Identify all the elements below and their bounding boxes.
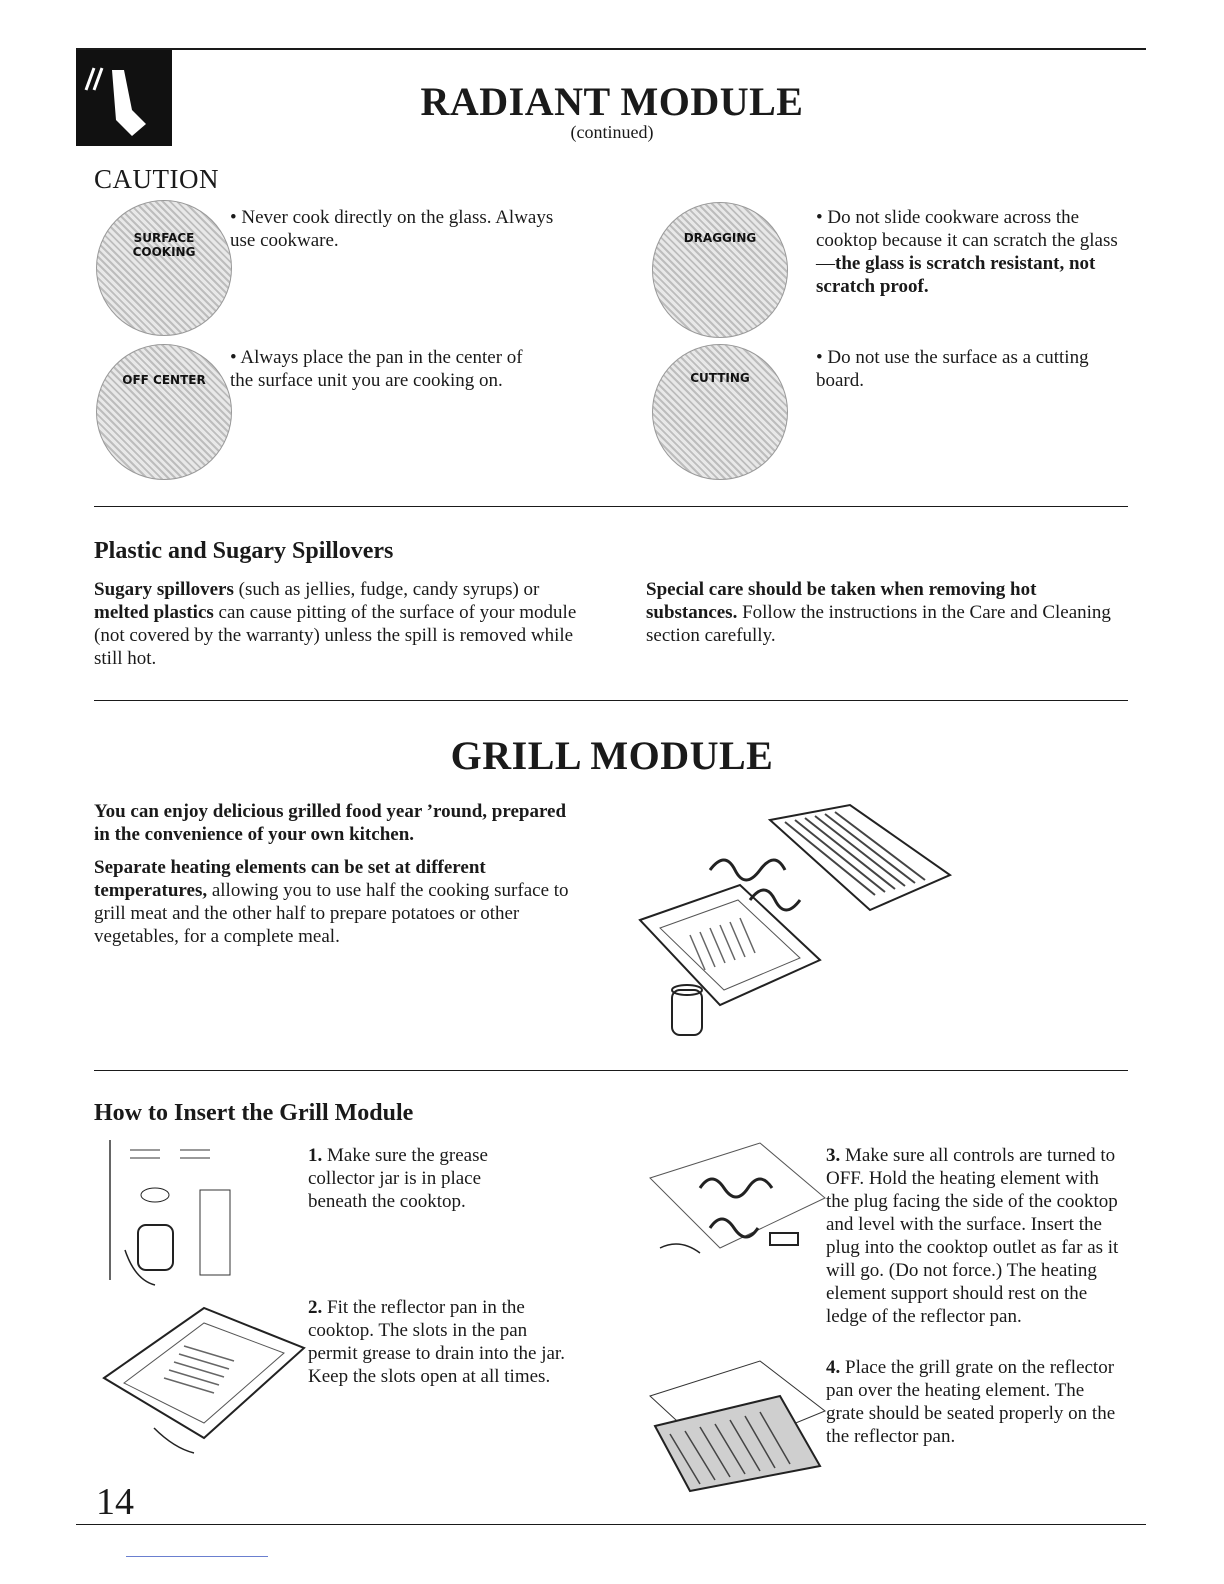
grease-jar-illustration	[100, 1140, 260, 1290]
caution-item-1: • Never cook directly on the glass. Always use cookware.	[230, 207, 554, 251]
grill-grate-illustration	[640, 1356, 830, 1496]
grill-intro: You can enjoy delicious grilled food year ’round, prepared in the convenience of your own kitchen.	[94, 801, 567, 845]
spillovers-left-text: Sugary spillovers (such as jellies, fudge, candy syrups) or melted plastics can cause pitting of the surface of your module (not covered by the warranty) unless the spill is removed while still hot.	[94, 579, 577, 669]
cutting-icon: CUTTING	[652, 344, 788, 480]
dragging-icon: DRAGGING	[652, 202, 788, 338]
grill-title: GRILL MODULE	[450, 733, 774, 778]
insert-step-3: 3. Make sure all controls are turned to OFF. Hold the heating element with the plug facing the side of the cooktop and level with the surface. Insert the plug into the cooktop outlet as far as it will go. (Do not force.) The heating element support should rest on the ledge of the reflector pan.	[826, 1145, 1119, 1327]
caution-item-2: • Do not slide cookware across the cooktop because it can scratch the glass—the glass is scratch resistant, not scratch proof.	[816, 207, 1118, 297]
insert-heading: How to Insert the Grill Module	[94, 1100, 414, 1126]
top-rule	[76, 48, 1146, 50]
spillovers-heading: Plastic and Sugary Spillovers	[94, 538, 394, 564]
grill-components-illustration	[620, 800, 960, 1045]
insert-step-2: 2. Fit the reflector pan in the cooktop. The slots in the pan permit grease to drain into the jar. Keep the slots open at all times.	[308, 1297, 565, 1387]
caution-item-3: • Always place the pan in the center of the surface unit you are cooking on.	[230, 347, 523, 391]
page-number: 14	[96, 1481, 134, 1523]
bottom-rule	[76, 1524, 1146, 1525]
caution-item-4: • Do not use the surface as a cutting board.	[816, 347, 1089, 391]
page-title: RADIANT MODULE	[420, 79, 804, 124]
heating-element-illustration	[640, 1138, 830, 1298]
section-divider	[94, 700, 1128, 701]
grill-paragraph: Separate heating elements can be set at different temperatures, allowing you to use half the cooking surface to grill meat and the other half to prepare potatoes or other vegetables, for a complete meal.	[94, 857, 569, 947]
reflector-pan-illustration	[94, 1298, 314, 1478]
caution-heading: CAUTION	[94, 164, 219, 194]
insert-step-4: 4. Place the grill grate on the reflector pan over the heating element. The grate should be seated properly on the the reflector pan.	[826, 1357, 1116, 1447]
section-divider	[94, 506, 1128, 507]
bottom-mark	[126, 1556, 268, 1557]
section-divider	[94, 1070, 1128, 1071]
off-center-icon: OFF CENTER	[96, 344, 232, 480]
surface-cooking-icon: SURFACE COOKING	[96, 200, 232, 336]
page-subtitle: (continued)	[570, 122, 654, 142]
insert-step-1: 1. Make sure the grease collector jar is in place beneath the cooktop.	[308, 1145, 488, 1212]
spillovers-right-text: Special care should be taken when removing hot substances. Follow the instructions in the Care and Cleaning section carefully.	[646, 579, 1111, 646]
